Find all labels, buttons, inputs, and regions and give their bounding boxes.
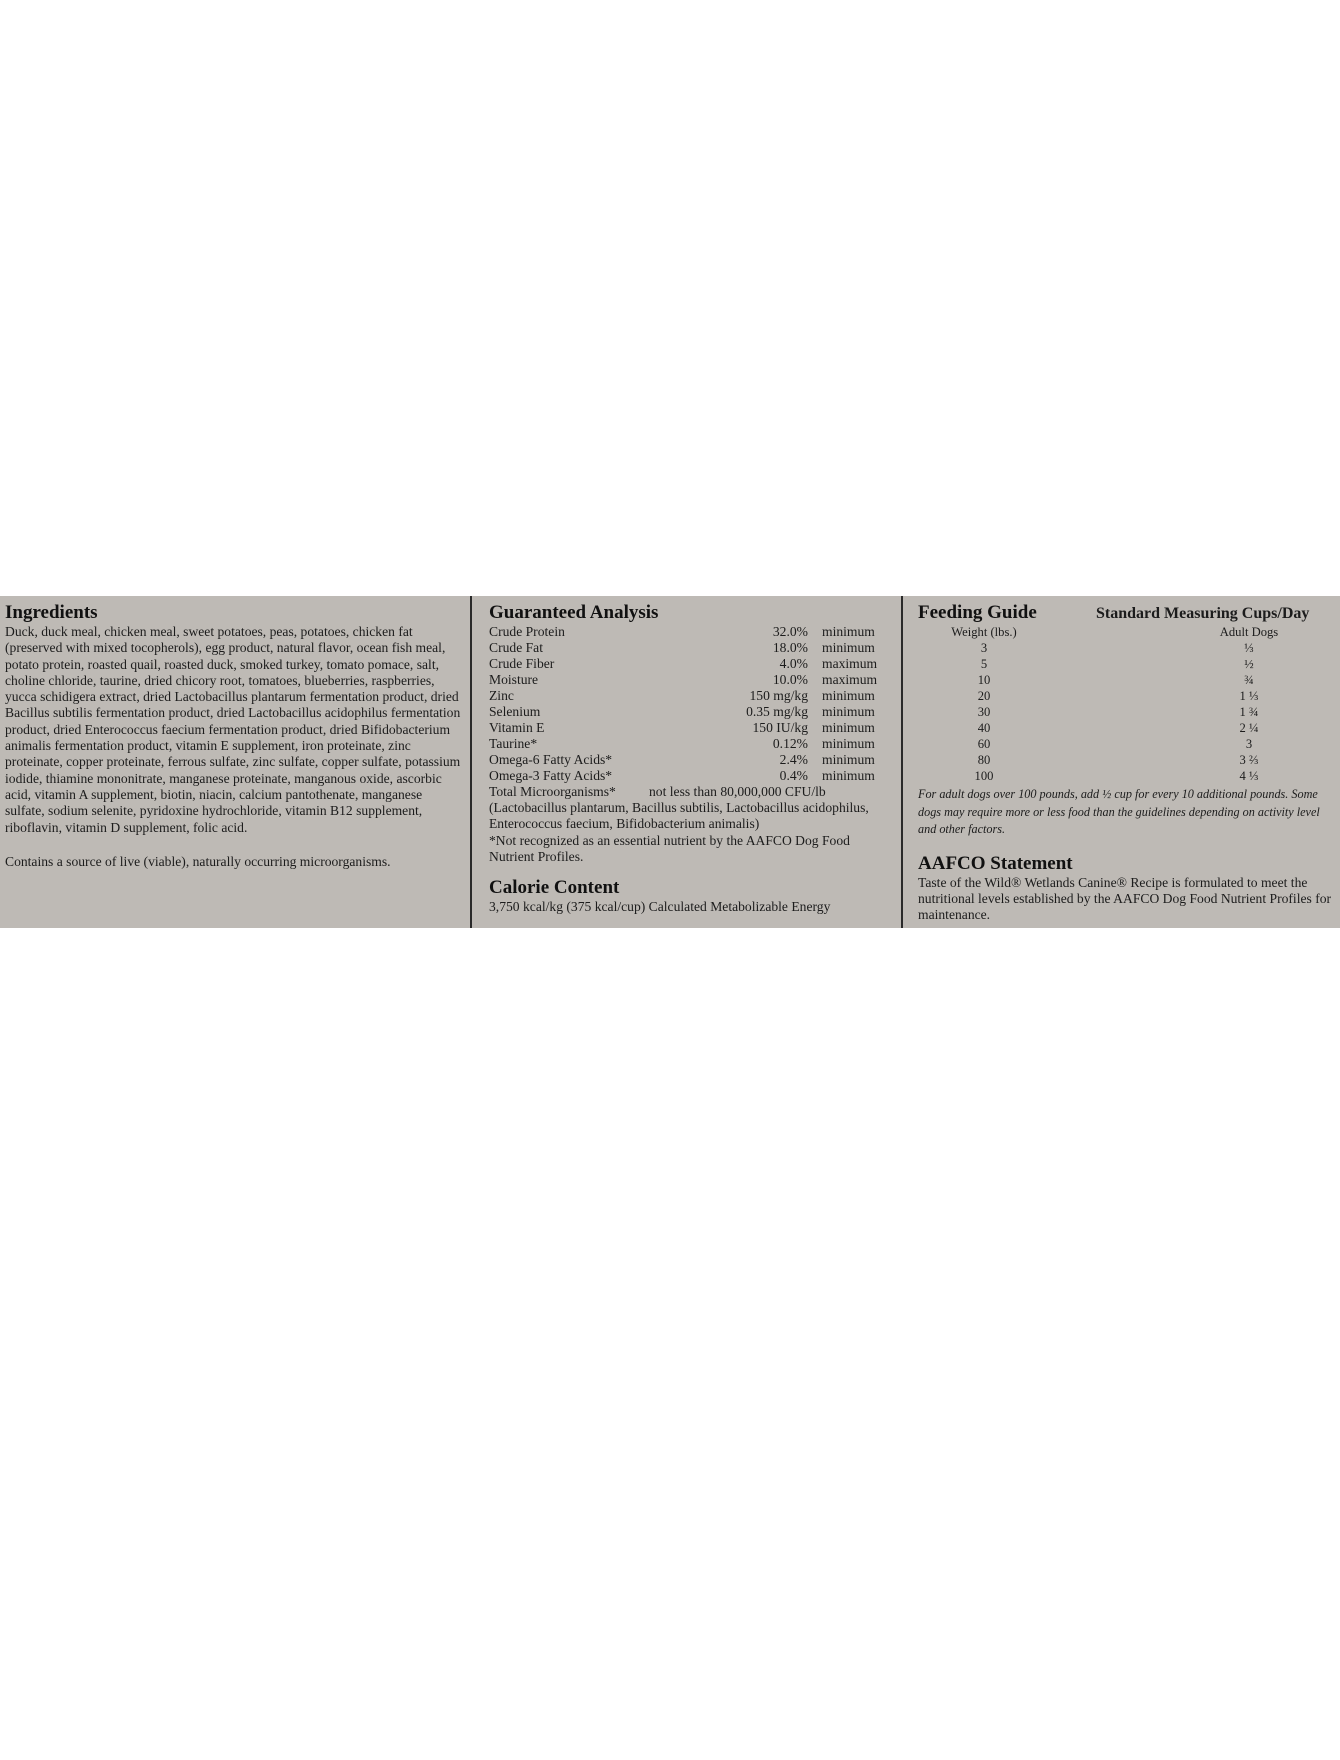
ingredients-list: Duck, duck meal, chicken meal, sweet potatoes, peas, potatoes, chicken fat (preserved with mixed tocopherols), egg product, natural flavor, ocean fish meal, potato protein, roasted quail, roasted duck, smoked turkey, tomato pomace, salt, choline chloride, taurine, dried chicory root, tomatoes, blueberries, raspberries, yucca schidigera extract, dried Lactobacillus plantarum fermentation product, dried Bacillus subtilis fermentation product, dried Lactobacillus acidophilus fermentation product, dried Enterococcus faecium fermentation product, dried Bifidobacterium animalis fermentation product, vitamin E supplement, iron proteinate, zinc proteinate, copper proteinate, ferrous sulfate, zinc sulfate, copper sulfate, potassium iodide, thiamine mononitrate, manganese proteinate, manganous oxide, ascorbic acid, vitamin A supplement, biotin, niacin, calcium pantothenate, manganese sulfate, sodium selenite, pyridoxine hydrochloride, vitamin B12 supplement, riboflavin, vitamin D supplement, folic acid. xyxy=(5,624,461,835)
feeding-subheading: Standard Measuring Cups/Day xyxy=(1096,605,1310,622)
table-row xyxy=(489,640,892,656)
analysis-value: 150 mg/kg xyxy=(749,688,808,703)
analysis-qualifier: maximum xyxy=(822,656,878,671)
cups-column-header: Adult Dogs xyxy=(1219,625,1279,639)
analysis-name: Omega-6 Fatty Acids* xyxy=(489,752,613,767)
calorie-text: 3,750 kcal/kg (375 kcal/cup) Calculated Metabolizable Energy xyxy=(489,899,831,915)
table-header-row xyxy=(918,624,1323,640)
analysis-qualifier: minimum xyxy=(822,720,875,735)
analysis-qualifier: minimum xyxy=(822,768,875,783)
analysis-value: 4.0% xyxy=(779,656,808,671)
table-row xyxy=(918,672,1323,688)
weight-cell: 40 xyxy=(977,721,991,735)
analysis-qualifier: minimum xyxy=(822,688,875,703)
analysis-name: Crude Fiber xyxy=(489,656,555,671)
analysis-name: Total Microorganisms* xyxy=(489,784,616,799)
table-row xyxy=(489,752,892,768)
cups-cell: ½ xyxy=(1244,657,1254,671)
table-row xyxy=(489,736,892,752)
weight-cell: 10 xyxy=(977,673,991,687)
weight-cell: 5 xyxy=(980,657,988,671)
table-row xyxy=(918,704,1323,720)
analysis-name: Vitamin E xyxy=(489,720,545,735)
weight-cell: 60 xyxy=(977,737,991,751)
weight-cell: 80 xyxy=(977,753,991,767)
ingredients-section xyxy=(0,596,470,928)
analysis-name: Selenium xyxy=(489,704,541,719)
analysis-name: Crude Fat xyxy=(489,640,543,655)
analysis-qualifier: minimum xyxy=(822,624,875,639)
analysis-value: 18.0% xyxy=(772,640,808,655)
microorganisms-row xyxy=(489,784,901,800)
weight-cell: 30 xyxy=(977,705,991,719)
analysis-name: Crude Protein xyxy=(489,624,565,639)
analysis-qualifier: minimum xyxy=(822,640,875,655)
aafco-text: Taste of the Wild® Wetlands Canine® Recipe is formulated to meet the nutritional levels established by the AAFCO Dog Food Nutrient Profiles for maintenance. xyxy=(918,874,1332,923)
table-row xyxy=(918,688,1323,704)
analysis-name: Taurine* xyxy=(489,736,538,751)
calorie-heading: Calorie Content xyxy=(489,877,620,899)
nutrition-label-panel xyxy=(0,596,1340,928)
cups-cell: 4 ⅓ xyxy=(1239,769,1259,783)
table-row xyxy=(918,752,1323,768)
analysis-name: Moisture xyxy=(489,672,539,687)
analysis-name: Zinc xyxy=(489,688,514,703)
cups-cell: ⅓ xyxy=(1244,641,1254,655)
feeding-header xyxy=(918,602,1340,624)
cups-cell: 3 ⅔ xyxy=(1239,753,1259,767)
table-row xyxy=(918,656,1323,672)
table-row xyxy=(489,704,892,720)
feeding-guide-section xyxy=(903,596,1340,928)
analysis-qualifier: minimum xyxy=(822,752,875,767)
table-row xyxy=(918,768,1323,784)
analysis-table xyxy=(489,624,892,784)
analysis-value: 10.0% xyxy=(772,672,808,687)
analysis-qualifier: minimum xyxy=(822,704,875,719)
table-row xyxy=(489,624,892,640)
guaranteed-analysis-section xyxy=(471,596,901,928)
analysis-footnote: *Not recognized as an essential nutrient by the AAFCO Dog Food Nutrient Profiles. xyxy=(489,832,850,864)
table-row xyxy=(918,720,1323,736)
ingredients-heading: Ingredients xyxy=(5,602,98,623)
feeding-heading: Feeding Guide xyxy=(918,602,1037,623)
analysis-value: 32.0% xyxy=(772,624,808,639)
cups-cell: 2 ¼ xyxy=(1239,721,1259,735)
table-row xyxy=(489,688,892,704)
weight-column-header: Weight (lbs.) xyxy=(951,625,1017,639)
table-row xyxy=(918,640,1323,656)
microorganisms-detail: (Lactobacillus plantarum, Bacillus subtilis, Lactobacillus acidophilus, Enterococcus faecium, Bifidobacterium animalis) xyxy=(489,800,869,832)
cups-cell: 3 xyxy=(1245,737,1253,751)
feeding-note: For adult dogs over 100 pounds, add ½ cup for every 10 additional pounds. Some dogs may require more or less food than the guidelines depending on activity level and other factors. xyxy=(918,787,1320,836)
weight-cell: 100 xyxy=(974,769,994,783)
cups-cell: 1 ¾ xyxy=(1239,705,1259,719)
analysis-heading: Guaranteed Analysis xyxy=(489,602,659,623)
analysis-value: 0.12% xyxy=(772,736,808,751)
weight-cell: 3 xyxy=(980,641,988,655)
weight-cell: 20 xyxy=(977,689,991,703)
cups-cell: ¾ xyxy=(1244,673,1254,687)
analysis-qualifier: minimum xyxy=(822,736,875,751)
table-row xyxy=(489,768,892,784)
analysis-value: 0.35 mg/kg xyxy=(746,704,808,719)
table-row xyxy=(489,720,892,736)
analysis-value: 150 IU/kg xyxy=(752,720,808,735)
table-row xyxy=(918,736,1323,752)
cups-cell: 1 ⅓ xyxy=(1239,689,1259,703)
feeding-table xyxy=(918,624,1323,784)
table-row xyxy=(489,656,892,672)
analysis-value: 2.4% xyxy=(779,752,808,767)
analysis-value: not less than 80,000,000 CFU/lb xyxy=(649,784,826,799)
analysis-name: Omega-3 Fatty Acids* xyxy=(489,768,613,783)
aafco-heading: AAFCO Statement xyxy=(918,852,1073,874)
microorganisms-note: Contains a source of live (viable), naturally occurring microorganisms. xyxy=(5,853,391,869)
table-row xyxy=(489,672,892,688)
analysis-qualifier: maximum xyxy=(822,672,878,687)
analysis-value: 0.4% xyxy=(779,768,808,783)
